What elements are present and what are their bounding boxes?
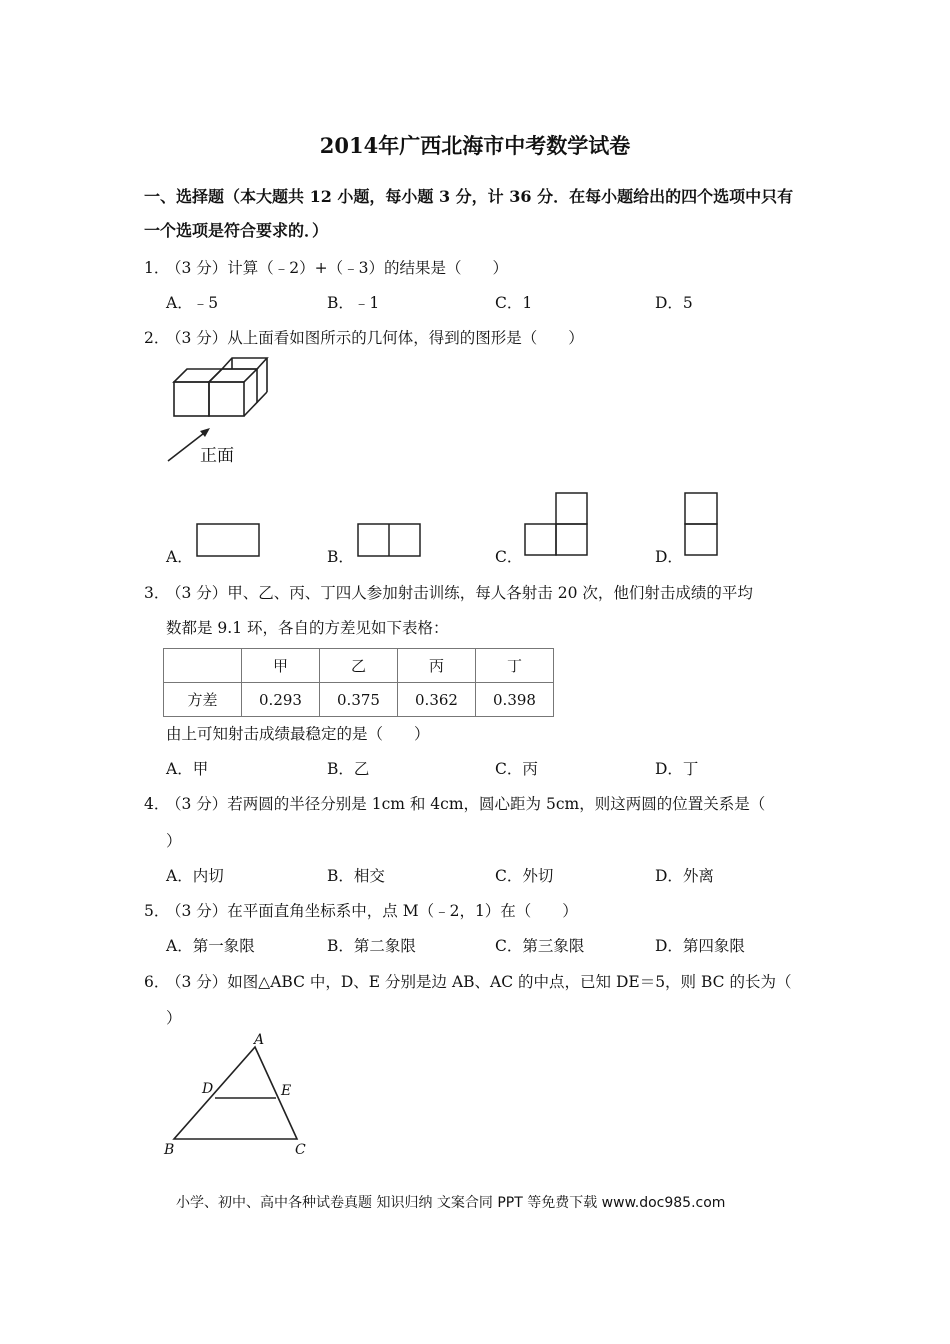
question-3-number: 3． <box>144 584 170 602</box>
question-1-option-a: A．﹣5 <box>166 294 219 312</box>
triangle-label-c: C <box>295 1142 306 1158</box>
question-4-number: 4． <box>144 795 170 813</box>
question-3-option-a: A．甲 <box>166 760 209 778</box>
variance-table <box>163 648 554 717</box>
triangle-label-b: B <box>164 1142 175 1158</box>
table-cell: 0.375 <box>320 683 398 717</box>
question-4-option-c: C．外切 <box>495 867 554 885</box>
question-1-text: （3 分）计算（﹣2）+（﹣3）的结果是（ ） <box>166 259 509 277</box>
question-1-option-c: C．1 <box>495 294 533 312</box>
question-1-option-d: D．5 <box>655 294 693 312</box>
page-title: 2014年广西北海市中考数学试卷 <box>319 133 631 158</box>
question-2-option-a-figure <box>196 523 262 559</box>
triangle-label-e: E <box>281 1083 292 1099</box>
question-5-option-b: B．第二象限 <box>327 937 416 955</box>
question-6-text-line1: （3 分）如图△ABC 中，D、E 分别是边 AB、AC 的中点，已知 DE＝5，则 BC 的长为（ <box>166 973 792 991</box>
table-row <box>164 683 554 717</box>
question-5-text: （3 分）在平面直角坐标系中，点 M（﹣2，1）在（ ） <box>166 902 578 920</box>
table-header-row <box>164 649 554 683</box>
page-footer: 小学、初中、高中各种试卷真题 知识归纳 文案合同 PPT 等免费下载 www.doc985.com <box>176 1195 726 1211</box>
table-header-cell: 丁 <box>476 649 554 683</box>
question-2-option-d-figure <box>684 492 720 558</box>
question-3-text-line1: （3 分）甲、乙、丙、丁四人参加射击训练，每人各射击 20 次，他们射击成绩的平均 <box>166 584 753 602</box>
table-header-cell: 乙 <box>320 649 398 683</box>
question-5-option-c: C．第三象限 <box>495 937 585 955</box>
question-3-option-c: C．丙 <box>495 760 538 778</box>
table-row-label: 方差 <box>164 683 242 717</box>
table-cell: 0.398 <box>476 683 554 717</box>
table-header-cell: 甲 <box>242 649 320 683</box>
question-4-text-line1: （3 分）若两圆的半径分别是 1cm 和 4cm，圆心距为 5cm，则这两圆的位置关系是（ <box>166 795 766 813</box>
question-2-text: （3 分）从上面看如图所示的几何体，得到的图形是（ ） <box>166 329 584 347</box>
question-6-text-line2: ） <box>166 1009 182 1027</box>
question-4-text-line2: ） <box>166 832 182 850</box>
question-5-option-a: A．第一象限 <box>166 937 255 955</box>
question-3-followup: 由上可知射击成绩最稳定的是（ ） <box>166 725 430 743</box>
question-4-option-b: B．相交 <box>327 867 385 885</box>
triangle-label-d: D <box>202 1081 214 1097</box>
triangle-label-a: A <box>254 1032 265 1048</box>
question-4-option-a: A．内切 <box>166 867 224 885</box>
section-heading-line2: 一个选项是符合要求的．） <box>144 221 329 240</box>
question-3-text-line2: 数都是 9.1 环，各自的方差见如下表格： <box>166 619 449 637</box>
question-2-option-c: C． <box>495 548 523 566</box>
table-header-cell: 丙 <box>398 649 476 683</box>
section-heading-line1: 一、选择题（本大题共 12 小题，每小题 3 分，计 36 分．在每小题给出的四个选项中只有 <box>144 187 794 206</box>
question-3-option-b: B．乙 <box>327 760 370 778</box>
question-5-number: 5． <box>144 902 170 920</box>
question-5-option-d: D．第四象限 <box>655 937 745 955</box>
question-2-option-b-figure <box>357 523 423 559</box>
question-2-option-a: A． <box>166 548 193 566</box>
table-cell: 0.362 <box>398 683 476 717</box>
question-6-number: 6． <box>144 973 170 991</box>
table-cell: 0.293 <box>242 683 320 717</box>
question-2-front-label: 正面 <box>200 446 234 466</box>
question-1-option-b: B．﹣1 <box>327 294 380 312</box>
question-2-number: 2． <box>144 329 170 347</box>
question-1-number: 1． <box>144 259 170 277</box>
question-3-option-d: D．丁 <box>655 760 699 778</box>
table-header-cell <box>164 649 242 683</box>
question-2-option-b: B． <box>327 548 354 566</box>
question-4-option-d: D．外离 <box>655 867 714 885</box>
question-2-option-d: D． <box>655 548 683 566</box>
question-2-option-c-figure <box>524 492 590 558</box>
